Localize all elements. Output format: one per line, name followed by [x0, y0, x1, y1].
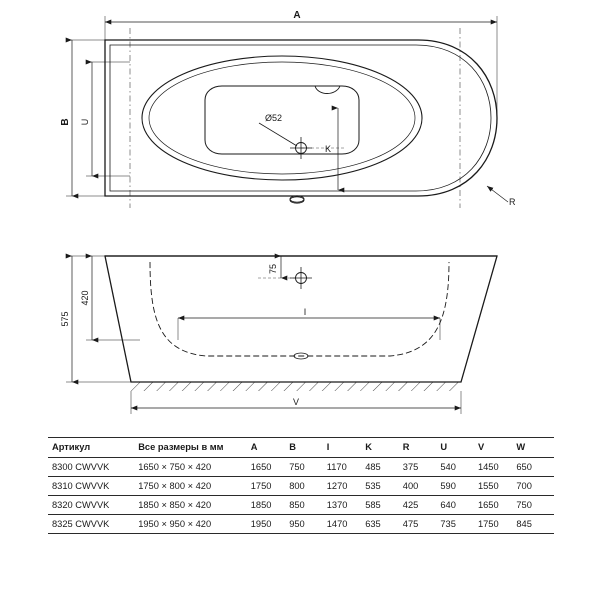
table-row [48, 477, 554, 496]
cell-W: 700 [516, 477, 554, 496]
specification-table [48, 437, 554, 534]
cell-U: 590 [440, 477, 478, 496]
cell-B: 950 [289, 515, 327, 534]
cell-K: 635 [365, 515, 403, 534]
cell-I: 1270 [327, 477, 365, 496]
cell-R: 400 [403, 477, 441, 496]
drain-leader-line [259, 123, 297, 146]
dim-R-label: R [509, 197, 516, 207]
cell-B: 850 [289, 496, 327, 515]
cell-V: 1750 [478, 515, 516, 534]
dim-R-leader [487, 186, 508, 202]
dim-V-label: V [292, 397, 300, 407]
bath-rim-offset [110, 45, 491, 191]
cell-sizes: 1650 × 750 × 420 [138, 458, 251, 477]
cell-article: 8310 CWVVK [48, 477, 138, 496]
side-view [60, 256, 497, 414]
cell-article: 8300 CWVVK [48, 458, 138, 477]
dim-575-label: 575 [60, 311, 70, 327]
cell-A: 1750 [251, 477, 289, 496]
cell-I: 1370 [327, 496, 365, 515]
cell-V: 1550 [478, 477, 516, 496]
floor-hatching [131, 382, 461, 391]
hole-diameter-label: Ø52 [265, 113, 283, 123]
dim-420-label: 420 [80, 290, 90, 306]
cell-article: 8325 CWVVK [48, 515, 138, 534]
cell-B: 800 [289, 477, 327, 496]
cell-W: 650 [516, 458, 554, 477]
cell-W: 750 [516, 496, 554, 515]
cell-R: 425 [403, 496, 441, 515]
cell-sizes: 1750 × 800 × 420 [138, 477, 251, 496]
column-header-W: W [516, 438, 554, 458]
dim-I-label: I [303, 307, 307, 317]
cell-K: 585 [365, 496, 403, 515]
bath-outer-outline [105, 40, 497, 196]
dim-K-label: K [325, 144, 332, 154]
dim-B-label: B [60, 118, 71, 126]
cell-A: 1950 [251, 515, 289, 534]
table-row [48, 515, 554, 534]
cell-U: 540 [440, 458, 478, 477]
dim-75-label: 75 [268, 263, 278, 275]
bath-inner-profile-hidden [150, 262, 449, 356]
cell-I: 1170 [327, 458, 365, 477]
table-row [48, 458, 554, 477]
dim-A-label: A [293, 10, 301, 21]
cell-R: 475 [403, 515, 441, 534]
cell-article: 8320 CWVVK [48, 496, 138, 515]
column-header-sizes: Все размеры в мм [138, 438, 251, 458]
cell-R: 375 [403, 458, 441, 477]
column-header-A: A [251, 438, 289, 458]
cell-K: 485 [365, 458, 403, 477]
cell-sizes: 1850 × 850 × 420 [138, 496, 251, 515]
column-header-I: I [327, 438, 365, 458]
column-header-article: Артикул [48, 438, 138, 458]
cell-V: 1650 [478, 496, 516, 515]
top-view [60, 10, 516, 208]
cell-I: 1470 [327, 515, 365, 534]
cell-U: 735 [440, 515, 478, 534]
cell-B: 750 [289, 458, 327, 477]
dim-U-label: U [80, 118, 90, 126]
cell-A: 1650 [251, 458, 289, 477]
cell-A: 1850 [251, 496, 289, 515]
cell-sizes: 1950 × 950 × 420 [138, 515, 251, 534]
column-header-V: V [478, 438, 516, 458]
column-header-R: R [403, 438, 441, 458]
cell-W: 845 [516, 515, 554, 534]
cell-K: 535 [365, 477, 403, 496]
table-row [48, 496, 554, 515]
cell-U: 640 [440, 496, 478, 515]
tap-notch [315, 86, 340, 94]
table-header-row [48, 438, 554, 458]
column-header-B: B [289, 438, 327, 458]
cell-V: 1450 [478, 458, 516, 477]
column-header-K: K [365, 438, 403, 458]
column-header-U: U [440, 438, 478, 458]
